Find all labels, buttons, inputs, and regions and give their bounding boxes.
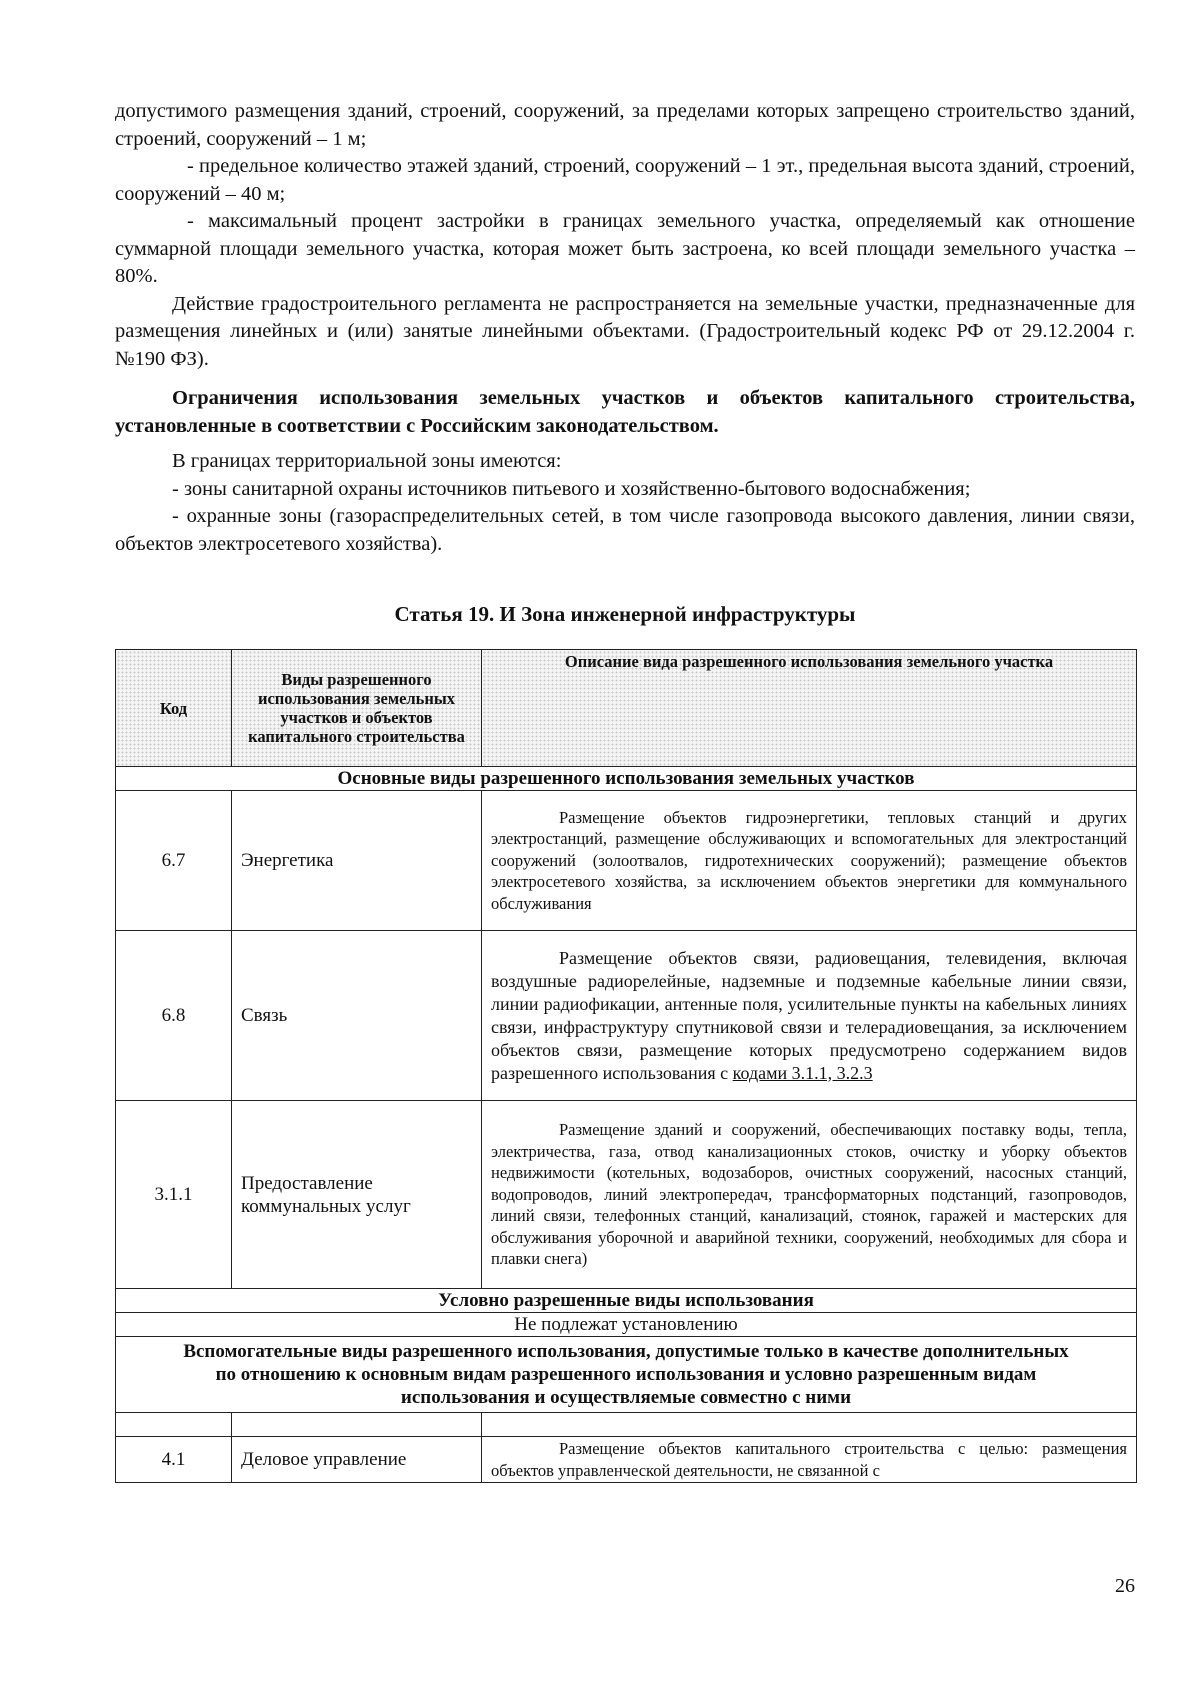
auxiliary-section-row [116,1337,1137,1413]
conditional-note-row [116,1313,1137,1337]
article-title: Статья 19. И Зона инженерной инфраструктуры [394,602,856,626]
conditional-section-row [116,1289,1137,1313]
row-name: Энергетика [232,791,482,931]
table-row [116,791,1137,931]
restrictions-heading: Ограничения использования земельных участков и объектов капитального строительства, установленные в соответствии с Российским законодательством. [115,387,1135,437]
row-code: 6.8 [116,931,232,1101]
table-header-row [116,650,1137,767]
main-section-row [116,767,1137,791]
row-code: 4.1 [116,1437,232,1483]
codes-link[interactable]: кодами 3.1.1, 3.2.3 [732,1062,873,1083]
row-code: 3.1.1 [116,1101,232,1289]
conditional-note: Не подлежат установлению [116,1313,1137,1337]
table-row [116,1437,1137,1483]
table-row [116,1101,1137,1289]
empty-cell [232,1413,482,1437]
row-description [482,931,1137,1101]
restrictions-item-2: - охранные зоны (газораспределительных сетей, в том числе газопровода высокого давления, линии связи, объектов электросетевого хозяйства). [115,505,1135,555]
row-description: Размещение зданий и сооружений, обеспечивающих поставку воды, тепла, электричества, газа, отвод канализационных стоков, очистку и уборку объектов недвижимости (котельных, водозаборов, очистных сооружений, насосных станций, водопроводов, линий электропередач, трансформаторных подстанций, газопроводов, линий связи, телефонных станций, канализаций, стоянок, гаражей и мастерских для обслуживания уборочной и аварийной техники, сооружений, необходимых для сбора и плавки снега) [482,1101,1137,1289]
restrictions-item-1: - зоны санитарной охраны источников питьевого и хозяйственно-бытового водоснабжения; [172,477,971,500]
row-description-text: Размещение объектов связи, радиовещания, телевидения, включая воздушные радиорелейные, надземные и подземные кабельные линии связи, линии радиофикации, антенные поля, усилительные пункты на кабельных линиях связи, инфраструктуру спутниковой связи и телерадиовещания, за исключением объектов связи, размещение которых предусмотрено содержанием видов разрешенного использования с [491,947,1127,1083]
row-name: Связь [232,931,482,1101]
conditional-section-title: Условно разрешенные виды использования [116,1289,1137,1313]
empty-cell [116,1413,232,1437]
header-type: Виды разрешенного использования земельных участков и объектов капитального строительства [232,650,482,767]
empty-cell [482,1413,1137,1437]
intro-paragraph-2: - предельное количество этажей зданий, строений, сооружений – 1 эт., предельная высота зданий, строений, сооружений – 40 м; [115,155,1135,205]
row-name: Деловое управление [232,1437,482,1483]
page-number: 26 [1115,1575,1135,1597]
auxiliary-section-title: Вспомогательные виды разрешенного использования, допустимые только в качестве дополнительных по отношению к основным видам разрешенного использования и условно разрешенным видам использования и осуществляемые совместно с ними [116,1337,1137,1413]
empty-row [116,1413,1137,1437]
document-page [115,98,1135,1483]
row-description: Размещение объектов гидроэнергетики, тепловых станций и других электростанций, размещение обслуживающих и вспомогательных для электростанций сооружений (золоотвалов, гидротехнических сооружений); размещение объектов электросетевого хозяйства, за исключением объектов энергетики для коммунального обслуживания [482,791,1137,931]
row-code: 6.7 [116,791,232,931]
table-row [116,931,1137,1101]
row-description [482,1437,1137,1483]
row-description-text: Размещение объектов капитального строительства с целью: размещения объектов управленческой деятельности, не связанной с [491,1439,1127,1480]
intro-paragraph-4: Действие градостроительного регламента не распространяется на земельные участки, предназначенные для размещения линейных и (или) занятые линейными объектами. (Градостроительный кодекс РФ от 29.12.2004 г. №190 ФЗ). [115,292,1135,370]
land-use-table [115,649,1137,1483]
intro-paragraph-1: допустимого размещения зданий, строений, сооружений, за пределами которых запрещено строительство зданий, строений, сооружений – 1 м; [115,100,1135,150]
row-name: Предоставление коммунальных услуг [232,1101,482,1289]
header-code: Код [116,650,232,767]
intro-paragraph-3: - максимальный процент застройки в границах земельного участка, определяемый как отношение суммарной площади земельного участка, которая может быть застроена, ко всей площади земельного участка – 80%. [115,210,1135,287]
header-description: Описание вида разрешенного использования земельного участка [482,650,1137,767]
restrictions-lead: В границах территориальной зоны имеются: [172,450,562,472]
main-section-title: Основные виды разрешенного использования земельных участков [116,767,1137,791]
